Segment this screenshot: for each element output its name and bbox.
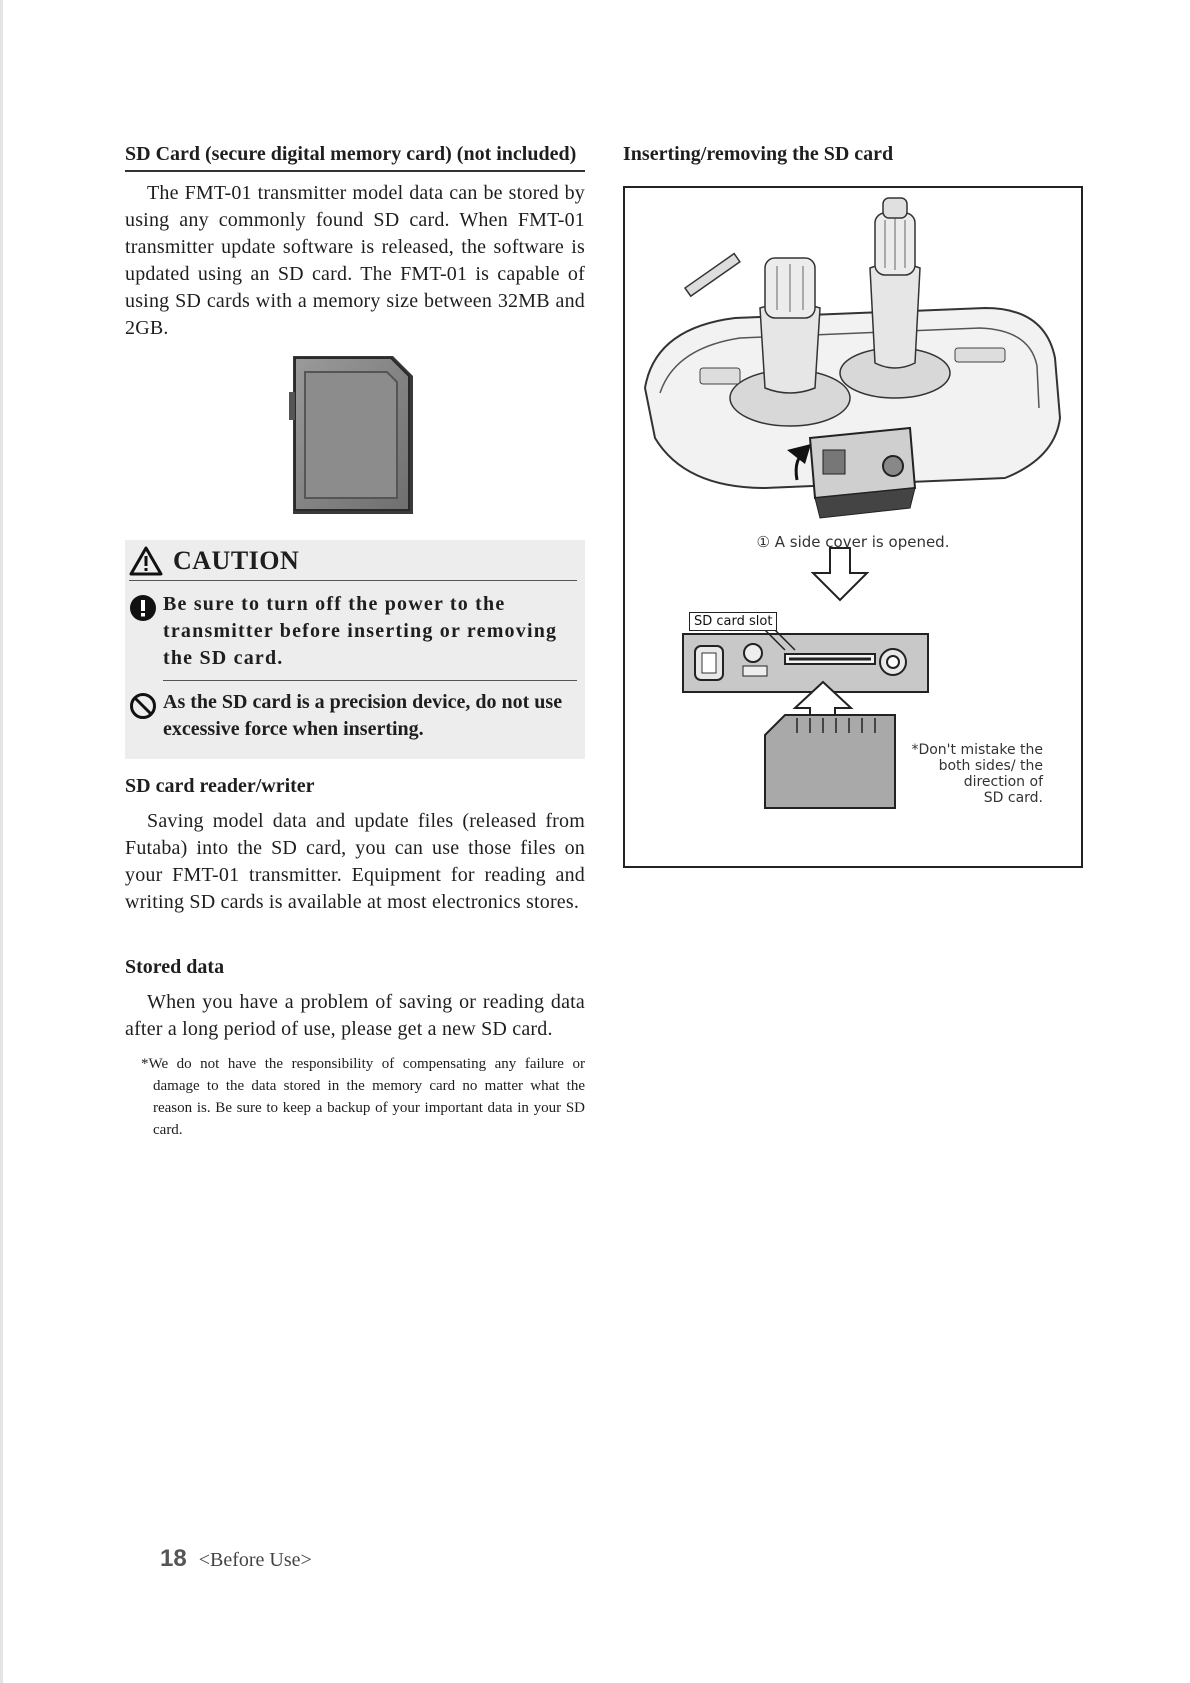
orientation-note-line-1: *Don't mistake the [911, 742, 1043, 758]
figure-caption [625, 533, 1081, 551]
caution-divider [163, 680, 577, 681]
stored-data-heading: Stored data [125, 956, 225, 978]
exclamation-circle-icon [129, 594, 157, 622]
caution-text-power: Be sure to turn off the power to the transmitter before inserting or removing the SD card. [163, 593, 558, 669]
caption-text: A side cover is opened. [774, 533, 950, 551]
reader-writer-heading: SD card reader/writer [125, 775, 315, 797]
reader-writer-paragraph: Saving model data and update files (released from Futaba) into the SD card, you can use those files on your FMT-01 transmitter. Equipment for reading and writing SD cards is available at most electronics stores. [125, 810, 585, 913]
left-column [125, 140, 585, 1141]
sd-card-paragraph: The FMT-01 transmitter model data can be stored by using any commonly found SD card. When FMT-01 transmitter update software is released, the software is updated using an SD card. The FMT-01 is capable of using SD cards with a memory size between 32MB and 2GB. [125, 182, 585, 339]
sd-slot-label: SD card slot [689, 612, 777, 631]
right-column [623, 140, 1085, 868]
orientation-note [911, 742, 1043, 806]
page-number: 18 [160, 1545, 187, 1572]
sd-heading-block [125, 140, 585, 172]
page-footer [160, 1545, 312, 1573]
caution-box [125, 540, 585, 759]
caption-number: ① [756, 533, 770, 551]
prohibition-icon [129, 692, 157, 720]
orientation-note-line-4: SD card. [983, 790, 1043, 806]
sd-card-image [125, 352, 585, 520]
inserting-heading: Inserting/removing the SD card [623, 143, 894, 165]
caution-title: CAUTION [173, 546, 300, 575]
orientation-note-line-3: direction of [963, 774, 1043, 790]
disclaimer-note: *We do not have the responsibility of compensating any failure or damage to the data stored in the memory card no matter what the reason is. Be sure to keep a backup of your important data in your SD card. [141, 1056, 585, 1138]
caution-item-force [129, 689, 577, 743]
caution-item-power [129, 591, 577, 672]
caution-text-force: As the SD card is a precision device, do not use excessive force when inserting. [163, 691, 563, 740]
sd-card-heading: SD Card (secure digital memory card) (not included) [125, 143, 577, 165]
orientation-note-line-2: both sides/ the [938, 758, 1043, 774]
caution-header [129, 546, 577, 581]
warning-triangle-icon [129, 546, 163, 576]
stored-data-paragraph: When you have a problem of saving or reading data after a long period of use, please get a new SD card. [125, 991, 585, 1040]
page-edge [0, 0, 3, 1683]
section-label: <Before Use> [198, 1549, 312, 1571]
sd-insertion-figure [623, 186, 1083, 868]
